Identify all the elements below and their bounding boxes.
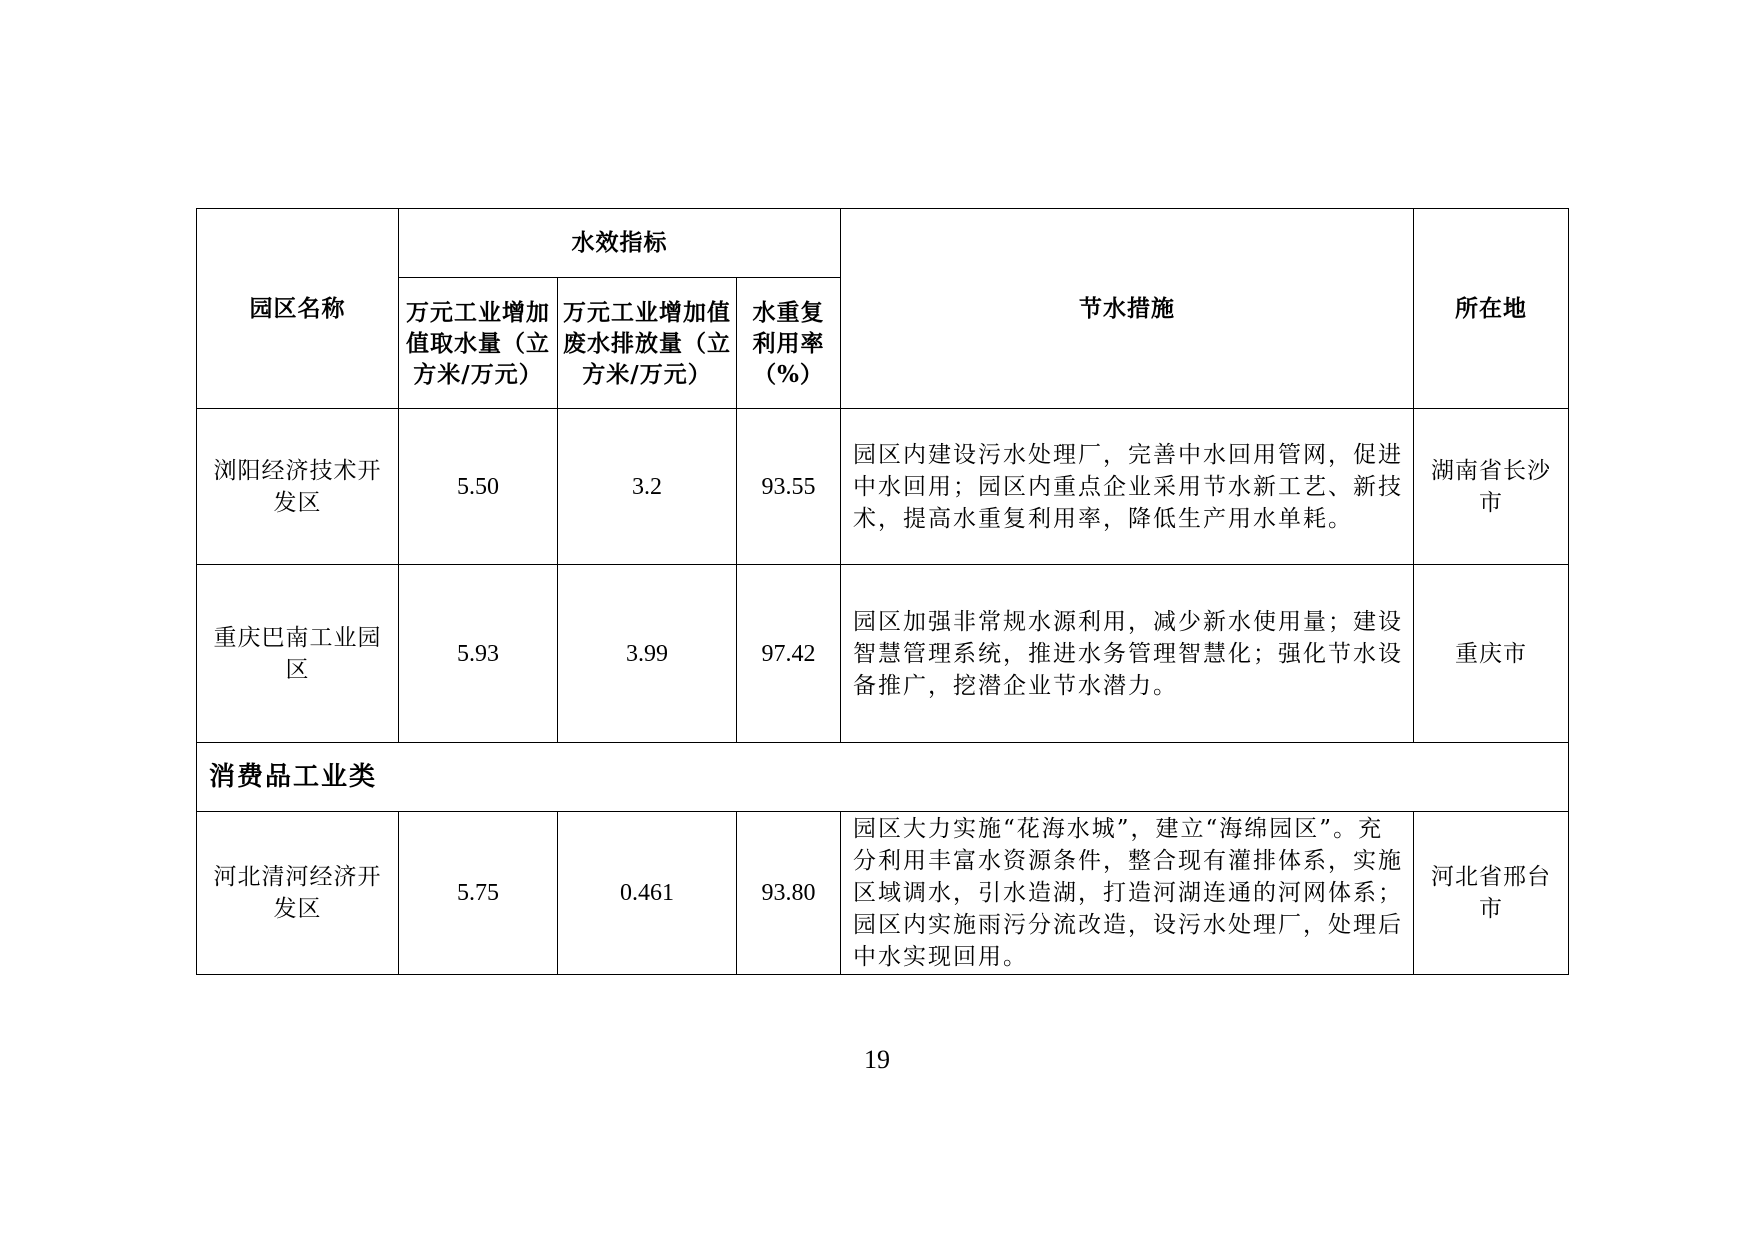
discharge-cell: 3.99 [558, 565, 737, 743]
table-row [197, 565, 1569, 743]
intake-cell: 5.93 [399, 565, 558, 743]
header-park-name: 园区名称 [197, 209, 399, 409]
table-row [197, 409, 1569, 565]
header-measures: 节水措施 [841, 209, 1414, 409]
header-row-1 [197, 209, 1569, 278]
header-water-efficiency: 水效指标 [399, 209, 841, 278]
header-intake: 万元工业增加值取水量（立方米/万元） [399, 278, 558, 409]
discharge-cell: 0.461 [558, 812, 737, 975]
section-title: 消费品工业类 [197, 743, 1569, 812]
park-name-cell: 重庆巴南工业园区 [197, 565, 399, 743]
measures-cell: 园区加强非常规水源利用，减少新水使用量；建设智慧管理系统，推进水务管理智慧化；强化节水设备推广，挖潜企业节水潜力。 [841, 565, 1414, 743]
table-row [197, 812, 1569, 975]
section-row [197, 743, 1569, 812]
header-location: 所在地 [1414, 209, 1569, 409]
location-cell: 重庆市 [1414, 565, 1569, 743]
reuse-cell: 93.80 [737, 812, 841, 975]
measures-cell: 园区大力实施“花海水城”，建立“海绵园区”。充分利用丰富水资源条件，整合现有灌排体系，实施区域调水，引水造湖，打造河湖连通的河网体系；园区内实施雨污分流改造，设污水处理厂，处理后中水实现回用。 [841, 812, 1414, 975]
location-cell: 河北省邢台市 [1414, 812, 1569, 975]
intake-cell: 5.50 [399, 409, 558, 565]
discharge-cell: 3.2 [558, 409, 737, 565]
reuse-cell: 93.55 [737, 409, 841, 565]
park-name-cell: 河北清河经济开发区 [197, 812, 399, 975]
water-efficiency-table [196, 208, 1569, 975]
header-reuse: 水重复利用率（%） [737, 278, 841, 409]
page-number: 19 [864, 1045, 890, 1074]
reuse-cell: 97.42 [737, 565, 841, 743]
park-name-cell: 浏阳经济技术开发区 [197, 409, 399, 565]
location-cell: 湖南省长沙市 [1414, 409, 1569, 565]
intake-cell: 5.75 [399, 812, 558, 975]
header-discharge: 万元工业增加值废水排放量（立方米/万元） [558, 278, 737, 409]
measures-cell: 园区内建设污水处理厂，完善中水回用管网，促进中水回用；园区内重点企业采用节水新工艺、新技术，提高水重复利用率，降低生产用水单耗。 [841, 409, 1414, 565]
